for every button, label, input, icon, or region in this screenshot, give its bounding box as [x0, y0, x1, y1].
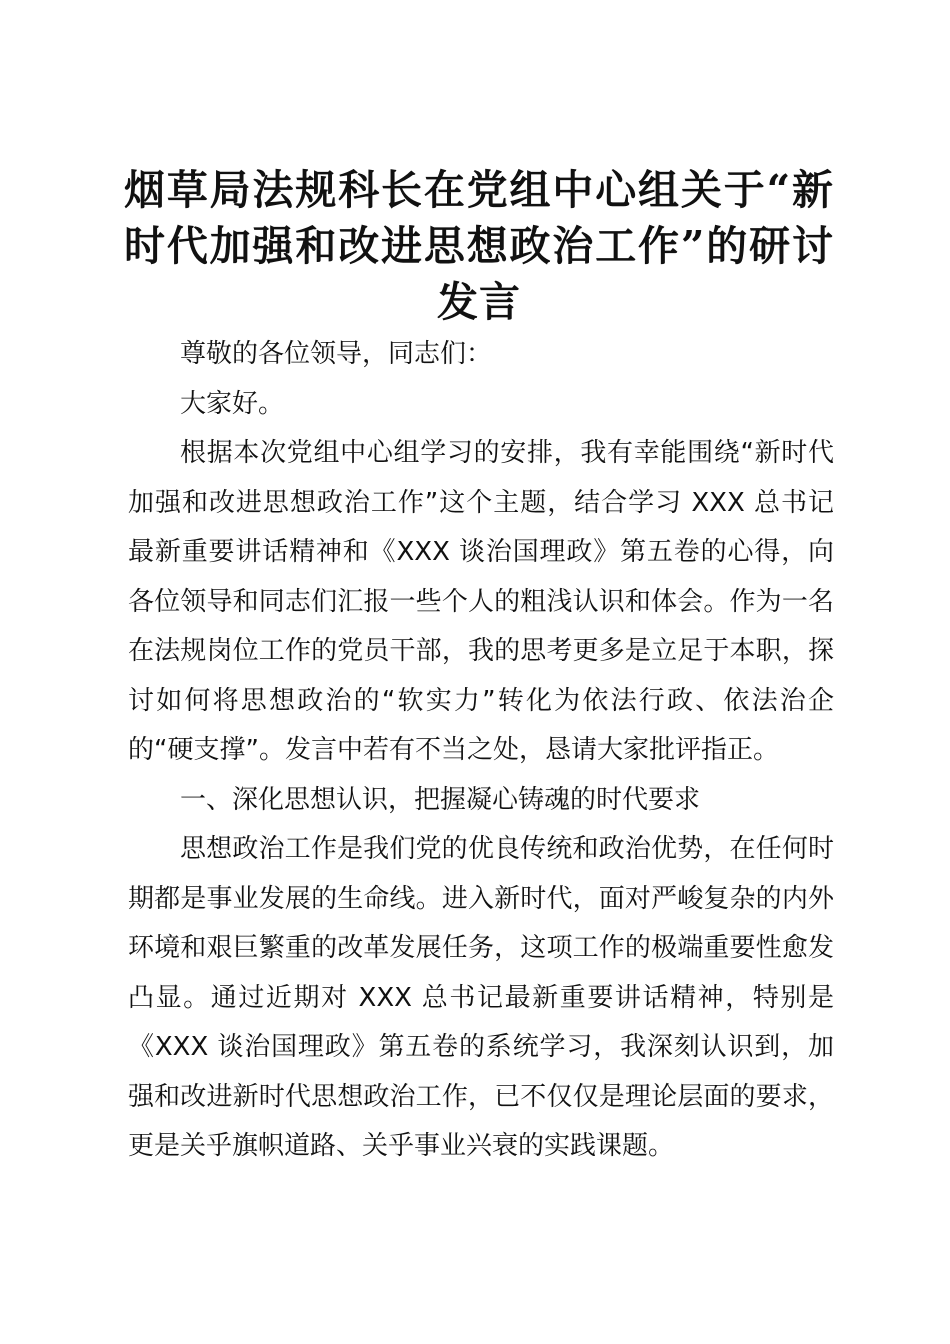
salutation: 尊敬的各位领导，同志们：: [180, 339, 493, 369]
section-heading-1: 一、深化思想认识，把握凝心铸魂的时代要求: [180, 784, 701, 815]
greeting: 大家好。: [180, 388, 285, 419]
section-1-paragraph: 思想政治工作是我们党的优良传统和政治优势，在任何时期都是事业发展的生命线。进入新时代，面对严峻复杂的内外环境和艰巨繁重的改革发展任务，这项工作的极端重要性愈发凸显。通过近期对 XXX 总书记最新重要讲话精神，特别是《XXX 谈治国理政》第五卷的系统学习，我深刻认识到，加强和改进新时代思想政治工作，已不仅仅是理论层面的要求，更是关乎旗帜道路、关乎事业兴衰的实践课题。: [128, 834, 834, 1161]
document-body: [128, 330, 834, 1172]
intro-paragraph: 根据本次党组中心组学习的安排，我有幸能围绕“新时代加强和改进思想政治工作”这个主题，结合学习 XXX 总书记最新重要讲话精神和《XXX 谈治国理政》第五卷的心得，向各位领导和同志们汇报一些个人的粗浅认识和体会。作为一名在法规岗位工作的党员干部，我的思考更多是立足于本职，探讨如何将思想政治的“软实力”转化为依法行政、依法治企的“硬支撑”。发言中若有不当之处，恳请大家批评指正。: [128, 438, 834, 765]
document-title: 烟草局法规科长在党组中心组关于“新时代加强和改进思想政治工作”的研讨发言: [124, 166, 834, 326]
